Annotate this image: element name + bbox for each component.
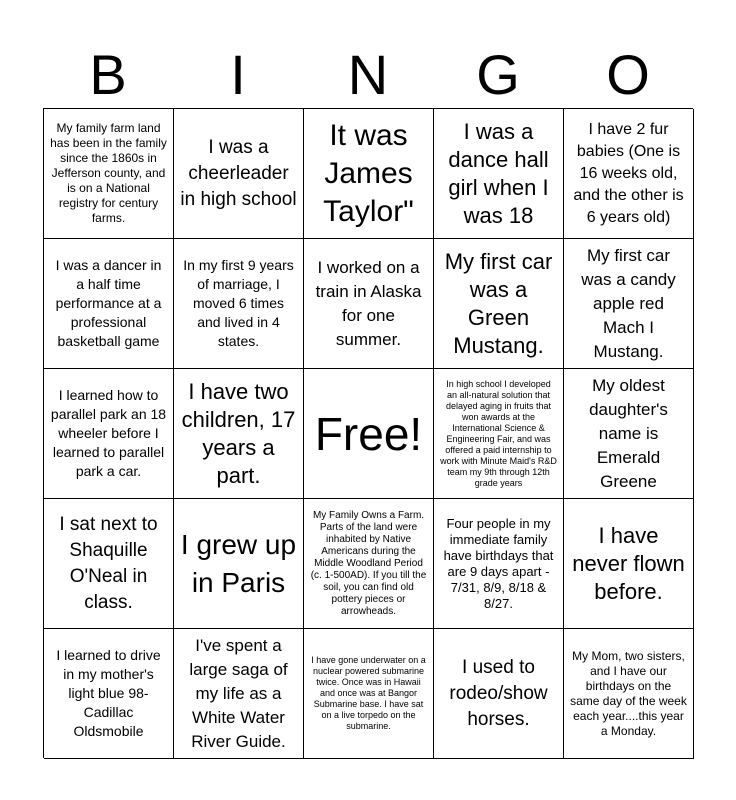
cell-text: I grew up in Paris	[180, 528, 297, 598]
bingo-cell[interactable]	[434, 109, 564, 239]
bingo-cell[interactable]	[44, 629, 174, 759]
cell-text: I sat next to Shaquille O'Neal in class.	[59, 513, 158, 613]
bingo-cell[interactable]	[564, 629, 694, 759]
cell-text: I was a cheerleader in high school	[180, 136, 297, 210]
bingo-header	[43, 44, 693, 106]
cell-text: I was a dance hall girl when I was 18	[448, 118, 549, 228]
bingo-cell[interactable]	[304, 629, 434, 759]
bingo-cell[interactable]	[434, 369, 564, 499]
header-letter-b: B	[89, 43, 127, 106]
cell-text: I have 2 fur babies (One is 16 weeks old, and the other is 6 years old)	[573, 120, 684, 226]
cell-text: My oldest daughter's name is Emerald Greene	[589, 375, 668, 491]
cell-text: Four people in my immediate family have birthdays that are 9 days apart - 7/31, 8/9, 8/18 & 8/27.	[443, 515, 554, 611]
cell-text: I used to rodeo/show horses.	[449, 656, 548, 730]
bingo-cell[interactable]	[304, 499, 434, 629]
bingo-cell[interactable]	[44, 499, 174, 629]
cell-text: In high school I developed an all-natural solution that delayed aging in fruits that won awards at the International Science & Engineering Fair, and was offered a paid internship to work with Minute Maid's R&D team my 9th through 12th grade years	[440, 378, 557, 488]
bingo-cell[interactable]	[174, 369, 304, 499]
cell-text: I have gone underwater on a nuclear powered submarine twice. Once was in Hawaii and once was at Bangor Submarine base. I have sat on a live torpedo on the submarine.	[311, 655, 426, 731]
header-letter-i: I	[230, 43, 246, 106]
bingo-cell[interactable]	[174, 499, 304, 629]
bingo-cell[interactable]	[44, 239, 174, 369]
cell-text: My family farm land has been in the family since the 1860s in Jefferson county, and is on a National registry for century farms.	[50, 121, 167, 225]
bingo-cell[interactable]	[564, 369, 694, 499]
bingo-card-grid	[43, 108, 693, 758]
free-space-text: Free!	[314, 407, 423, 460]
cell-text: My first car was a candy apple red Mach I Mustang.	[581, 245, 676, 361]
bingo-cell[interactable]	[434, 499, 564, 629]
cell-text: I learned how to parallel park an 18 wheeler before I learned to parallel park a car.	[50, 387, 167, 479]
bingo-cell[interactable]	[44, 109, 174, 239]
cell-text: It was James Taylor"	[323, 118, 414, 228]
bingo-cell[interactable]	[434, 239, 564, 369]
bingo-cell[interactable]	[174, 629, 304, 759]
cell-text: I've spent a large saga of my life as a White Water River Guide.	[189, 635, 288, 751]
header-letter-n: N	[347, 43, 389, 106]
bingo-cell[interactable]	[564, 109, 694, 239]
bingo-cell[interactable]	[304, 239, 434, 369]
header-letter-o: O	[606, 43, 650, 106]
cell-text: I learned to drive in my mother's light blue 98-Cadillac Oldsmobile	[56, 647, 161, 739]
cell-text: My first car was a Green Mustang.	[444, 248, 553, 358]
bingo-cell[interactable]	[304, 109, 434, 239]
cell-text: I worked on a train in Alaska for one summer.	[315, 257, 422, 349]
cell-text: I was a dancer in a half time performance at a professional basketball game	[55, 257, 162, 349]
free-space-cell[interactable]	[304, 369, 434, 499]
cell-text: My Family Owns a Farm. Parts of the land were inhabited by Native Americans during the Middle Woodland Period (c. 1-500AD). If you till the soil, you can find old pottery pieces or arrowheads.	[310, 509, 427, 617]
bingo-cell[interactable]	[434, 629, 564, 759]
bingo-cell[interactable]	[174, 239, 304, 369]
bingo-cell[interactable]	[564, 239, 694, 369]
cell-text: I have two children, 17 years a part.	[181, 378, 296, 488]
bingo-cell[interactable]	[564, 499, 694, 629]
cell-text: My Mom, two sisters, and I have our birthdays on the same day of the week each year....this year a Monday.	[570, 648, 687, 738]
cell-text: In my first 9 years of marriage, I moved 6 times and lived in 4 states.	[183, 257, 294, 349]
header-letter-g: G	[476, 43, 520, 106]
bingo-cell[interactable]	[174, 109, 304, 239]
cell-text: I have never flown before.	[572, 522, 685, 604]
bingo-cell[interactable]	[44, 369, 174, 499]
